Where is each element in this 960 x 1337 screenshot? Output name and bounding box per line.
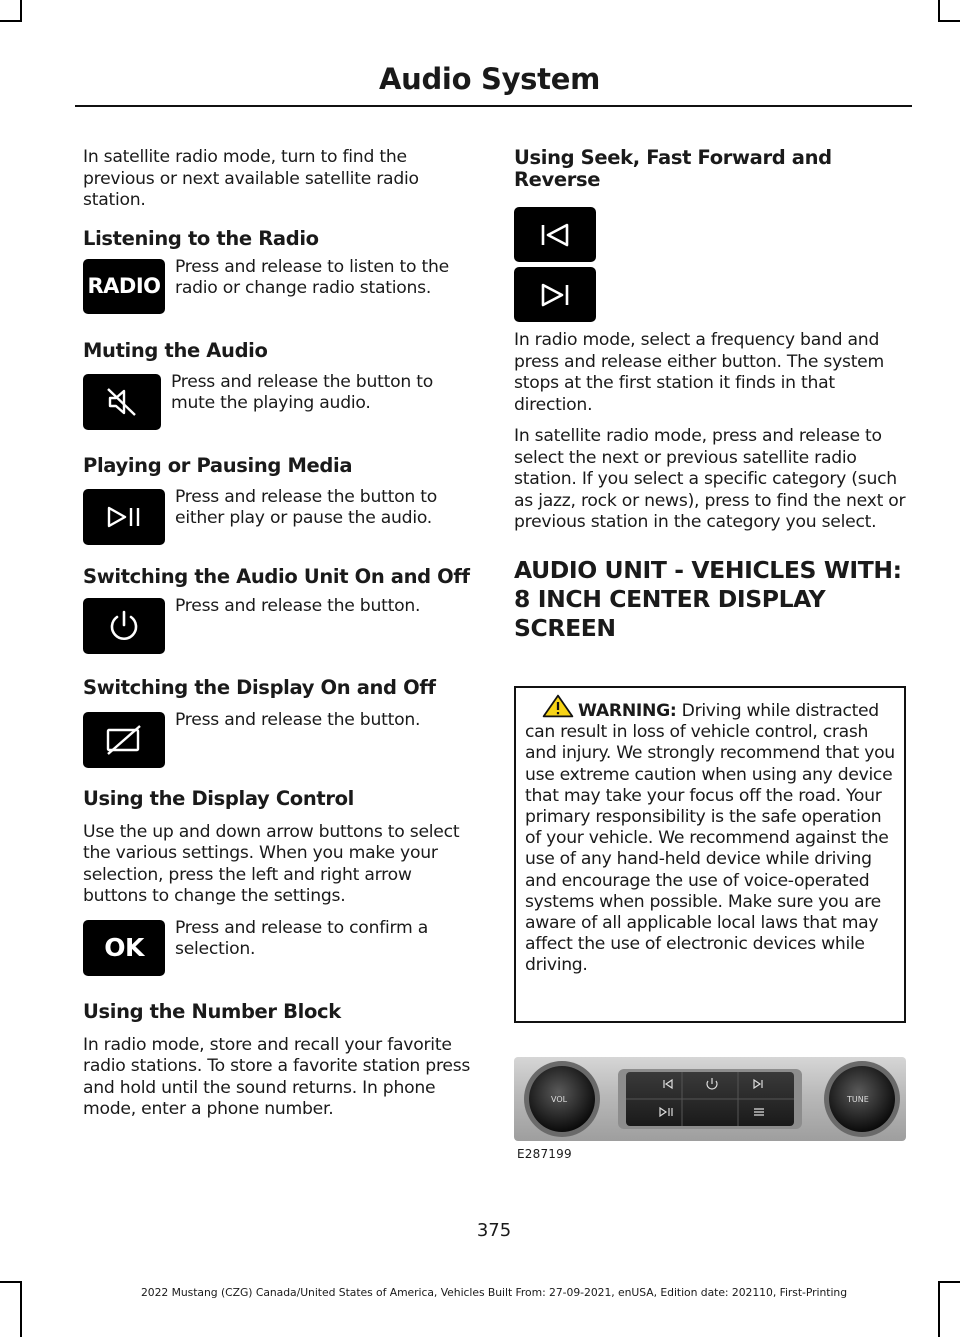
mute-description: Press and release the button to mute the playing audio.	[171, 371, 433, 413]
figure-code: E287199	[517, 1147, 572, 1161]
crop-mark	[20, 0, 22, 22]
warning-text-block	[525, 694, 895, 977]
audio-unit-illustration	[514, 1057, 906, 1141]
display-item	[83, 709, 477, 768]
number-block-paragraph: In radio mode, store and recall your favorite radio stations. To store a favorite station press and hold until the sound returns. In phone mode, enter a phone number.	[83, 1034, 471, 1119]
mute-item	[83, 371, 477, 430]
radio-button-icon	[83, 259, 165, 314]
section-heading-line2: 8 INCH CENTER DISPLAY	[514, 584, 826, 613]
heading-display-control: Using the Display Control	[83, 786, 355, 810]
display-off-icon	[83, 712, 165, 768]
heading-playing-pausing: Playing or Pausing Media	[83, 453, 353, 477]
warning-box	[514, 686, 906, 1023]
seek-next-icon	[514, 267, 596, 322]
warning-label: WARNING:	[578, 701, 677, 721]
seek-paragraph-2: In satellite radio mode, press and release to select the next or previous satellite radio station. If you select a specific category (such as jazz, rock or news), press to find the next or previous station in the category you select.	[514, 426, 906, 532]
heading-audio-unit-on-off: Switching the Audio Unit On and Off	[83, 564, 470, 588]
display-description: Press and release the button.	[175, 709, 421, 730]
radio-description: Press and release to listen to the radio or change radio stations.	[175, 256, 449, 298]
ok-icon-label: OK	[104, 933, 144, 962]
ok-item	[83, 917, 477, 976]
heading-display-on-off: Switching the Display On and Off	[83, 675, 436, 699]
mute-icon	[83, 374, 161, 430]
left-column	[83, 147, 477, 1131]
radio-icon-label: RADIO	[87, 274, 161, 298]
crop-mark	[938, 20, 960, 22]
power-icon	[83, 598, 165, 654]
play-pause-description: Press and release the button to either play or pause the audio.	[175, 486, 437, 528]
intro-paragraph: In satellite radio mode, turn to find the previous or next available satellite radio station.	[83, 147, 419, 210]
page-number: 375	[476, 1220, 512, 1241]
heading-listening-radio: Listening to the Radio	[83, 226, 319, 250]
tune-knob-label: TUNE	[847, 1095, 869, 1104]
crop-mark	[938, 0, 940, 22]
display-control-paragraph: Use the up and down arrow buttons to select the various settings. When you make your selection, press the left and right arrow buttons to change the settings.	[83, 821, 460, 906]
heading-muting-audio: Muting the Audio	[83, 338, 268, 362]
crop-mark	[0, 20, 22, 22]
ok-button-icon	[83, 920, 165, 976]
heading-seek: Using Seek, Fast Forward and Reverse	[514, 146, 832, 191]
right-column	[514, 147, 909, 643]
footer-text: 2022 Mustang (CZG) Canada/United States of America, Vehicles Built From: 27-09-2021, enUSA, Edition date: 202110, First-Printing	[140, 1286, 848, 1299]
seek-paragraph-1: In radio mode, select a frequency band and press and release either button. The system stops at the first station it finds in that direction.	[514, 330, 885, 415]
power-item	[83, 595, 477, 654]
crop-mark	[0, 1281, 22, 1283]
section-heading-line1: AUDIO UNIT - VEHICLES WITH:	[514, 555, 902, 584]
play-pause-item	[83, 486, 477, 545]
page-title: Audio System	[378, 62, 600, 96]
warning-body: Driving while distracted can result in loss of vehicle control, crash and injury. We strongly recommend that you use extreme caution when using any device that may take your focus off the road. Your primary responsibility is the safe operation of your vehicle. We recommend against the use of any hand-held device while driving and encourage the use of voice-operated systems when possible. Make sure you are aware of all applicable local laws that may affect the use of electronic devices while driving.	[525, 701, 895, 976]
warning-triangle-icon	[538, 694, 578, 718]
power-description: Press and release the button.	[175, 595, 421, 616]
play-pause-icon	[83, 489, 165, 545]
section-heading-line3: SCREEN	[514, 613, 616, 642]
vol-knob-label: VOL	[551, 1095, 568, 1104]
seek-previous-icon	[514, 207, 596, 262]
ok-description: Press and release to confirm a selection.	[175, 917, 429, 959]
heading-number-block: Using the Number Block	[83, 999, 341, 1023]
crop-mark	[938, 1281, 960, 1283]
radio-item	[83, 256, 477, 314]
header-rule	[75, 105, 912, 107]
